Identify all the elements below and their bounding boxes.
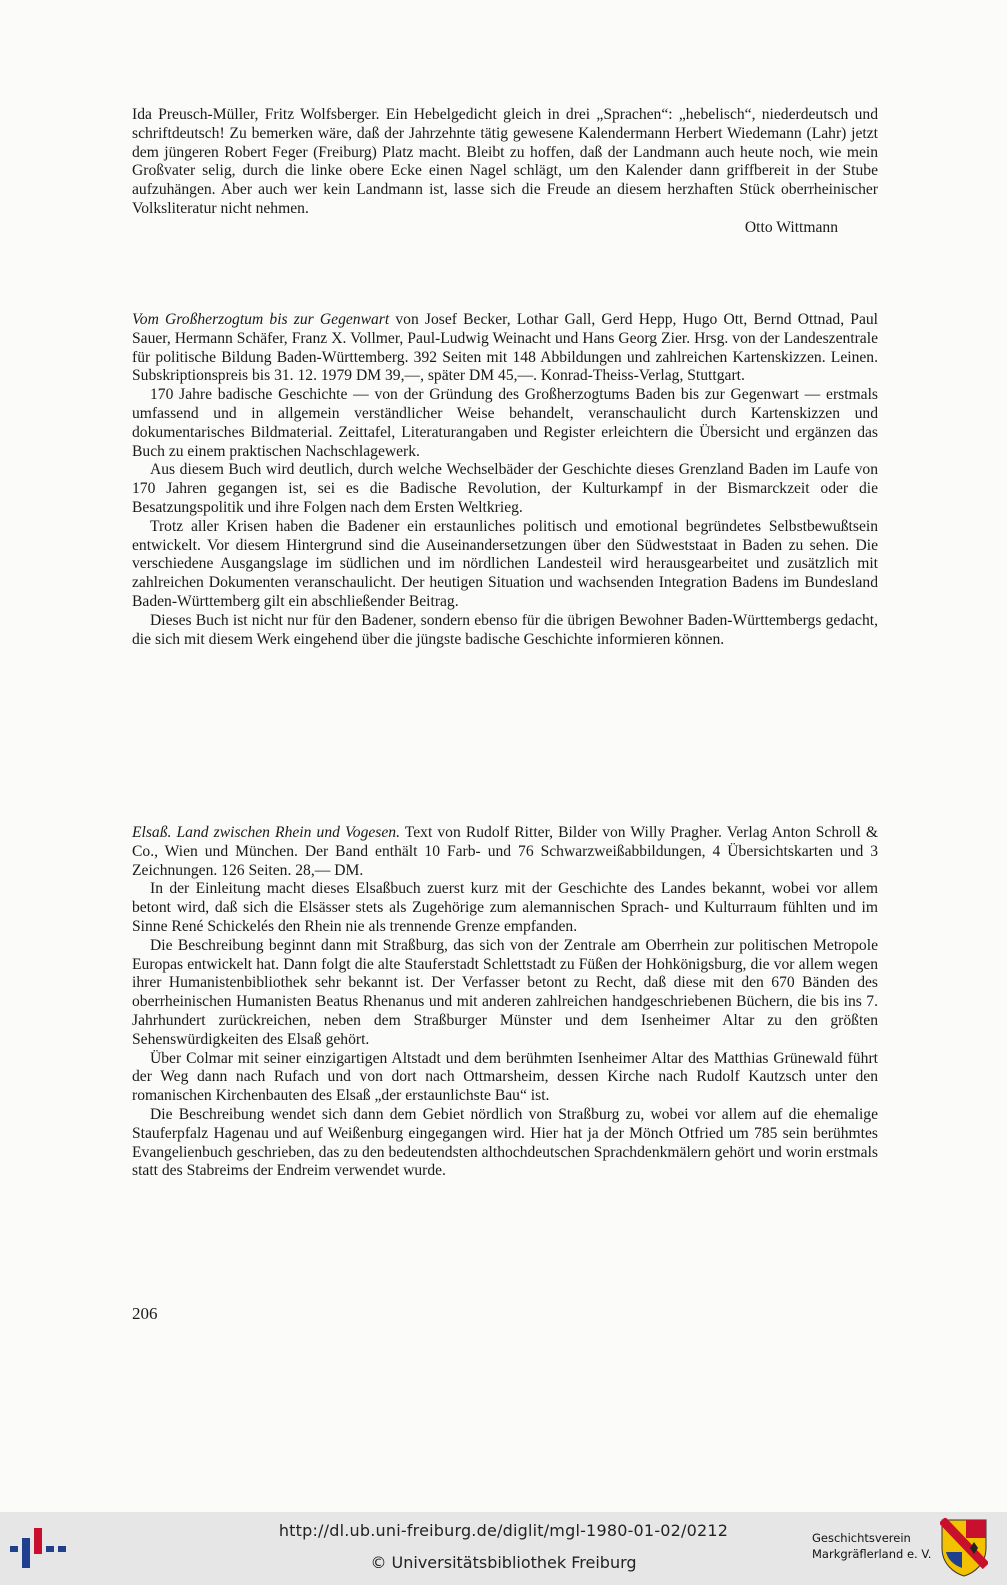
review-elsass [132, 824, 878, 1181]
page-number: 206 [132, 1304, 158, 1323]
society-name [812, 1530, 931, 1562]
copyright-notice: © Universitätsbibliothek Freiburg [370, 1553, 637, 1572]
review-paragraph: Aus diesem Buch wird deutlich, durch welche Wechselbäder der Geschichte dieses Grenzland Baden im Laufe von 170 Jahren gegangen ist, sei es die Badische Revolution, der Kulturkampf in der Bismarckzeit oder die Besatzungspolitik und ihre Folgen nach dem Ersten Weltkrieg. [132, 461, 878, 516]
review-citation [132, 824, 878, 880]
permalink-url[interactable]: http://dl.ub.uni-freiburg.de/diglit/mgl-1980-01-02/0212 [278, 1521, 729, 1540]
review-paragraph: Trotz aller Krisen haben die Badener ein erstaunliches politisch und emotional begründetes Selbstbewußtsein entwickelt. Vor diesem Hintergrund sind die Auseinandersetzungen über den Südweststaat in Baden zu sehen. Die verschiedene Ausgangslage im südlichen und im nördlichen Landesteil wird herausgearbeitet und zusätzlich mit zahlreichen Dokumenten veranschaulicht. Der heutigen Situation und wachsenden Integration Badens im Bundesland Baden-Württemberg gilt ein abschließender Beitrag. [132, 517, 878, 610]
book-details: Text von Rudolf Ritter, Bilder von Willy Pragher. Verlag Anton Schroll & Co., Wien und München. Der Band enthält 10 Farb- und 76 Schwarzweißabbildungen, 4 Übersichtskarten und 3 Zeichnungen. 126 Seiten. 28,— DM. [132, 824, 878, 879]
book-title: Vom Großherzogtum bis zur Gegenwart [132, 311, 390, 328]
review-paragraph: 170 Jahre badische Geschichte — von der Gründung des Großherzogtums Baden bis zur Gegenwart — erstmals umfassend und in allgemein verständlicher Weise behandelt, veranschaulicht durch Kartenskizzen und dokumentarisches Bildmaterial. Zeittafel, Literaturangaben und Register erleichtern die Übersicht und ergänzen das Buch zu einem praktischen Nachschlagewerk. [132, 386, 878, 460]
review-citation [132, 311, 878, 386]
review-paragraph: Dieses Buch ist nicht nur für den Badener, sondern ebenso für die übrigen Bewohner Baden-Württembergs gedacht, die sich mit diesem Werk eingehend über die jüngste badische Geschichte informieren können. [132, 611, 878, 648]
book-title: Elsaß. Land zwischen Rhein und Vogesen. [132, 824, 400, 841]
review-paragraph: Über Colmar mit seiner einzigartigen Altstadt und dem berühmten Isenheimer Altar des Matthias Grünewald führt der Weg dann nach Rufach und von dort nach Ottmarsheim, dessen Kirche nach Rudolf Kautzsch unter den romanischen Kirchenbauten des Elsaß „der erstaunlichste Bau“ ist. [132, 1049, 878, 1105]
society-name-line: Markgräflerland e. V. [812, 1547, 932, 1561]
coat-of-arms-icon [940, 1518, 988, 1578]
review-paragraph: Die Beschreibung wendet sich dann dem Gebiet nördlich von Straßburg zu, wobei vor allem auf die ehemalige Stauferpfalz Hagenau und auf Weißenburg eingegangen wird. Hier hat ja der Mönch Otfried um 785 sein berühmtes Evangelienbuch geschrieben, das zu den bedeutendsten althochdeutschen Sprachdenkmälern gehört und worin erstmals statt des Stabreims der Endreim verwendet wurde. [132, 1105, 878, 1180]
review-paragraph: Die Beschreibung beginnt dann mit Straßburg, das sich von der Zentrale am Oberrhein zur politischen Metropole Europas entwickelt hat. Dann folgt die alte Stauferstadt Schlettstadt zu Füßen der Hohkönigsburg, die vor allem wegen ihrer Humanistenbibliothek sehr bekannt ist. Der Verfasser betont zu Recht, daß diese mit den 670 Bänden des oberrheinischen Humanisten Beatus Rhenanus und mit anderen zahlreichen handgeschriebenen Büchern, die bis ins 7. Jahrhundert zurückreichen, neben dem Straßburger Münster und dem Isenheimer Altar zu den größten Sehenswürdigkeiten des Elsaß gehört. [132, 936, 878, 1048]
review-wiedemann-kalender [132, 106, 878, 238]
reviewer-signature: Otto Wittmann [744, 218, 838, 236]
society-name-line: Geschichtsverein [812, 1531, 911, 1545]
review-grossherzogtum [132, 311, 878, 649]
review-body: Ida Preusch-Müller, Fritz Wolfsberger. Ein Hebelgedicht gleich in drei „Sprachen“: „hebelisch“, niederdeutsch und schriftdeutsch! Zu bemerken wäre, daß der Jahrzehnte tätig gewesene Kalendermann Herbert Wiedemann (Lahr) jetzt dem jüngeren Robert Feger (Freiburg) Platz macht. Bleibt zu hoffen, daß der Landmann auch heute noch, wie mein Großvater selig, durch die linke obere Ecke einen Nagel schlägt, um den Kalender dann griffbereit in der Stube aufzuhängen. Aber auch wer kein Landmann ist, lasse sich die Freude an diesem herzhaften Stück oberrheinischer Volksliteratur nicht nehmen. [132, 106, 878, 217]
review-paragraph: In der Einleitung macht dieses Elsaßbuch zuerst kurz mit der Geschichte des Landes bekannt, wobei vor allem betont wird, daß sich die Elsässer stets als Zugehörige zum alemannischen Sprach- und Kulturraum fühlten und im Sinne René Schickelés den Rhein nie als trennende Grenze empfanden. [132, 880, 878, 935]
viewer-footer [0, 1512, 1007, 1585]
book-details: von Josef Becker, Lothar Gall, Gerd Hepp, Hugo Ott, Bernd Ottnad, Paul Sauer, Hermann Schäfer, Franz X. Vollmer, Paul-Ludwig Weinacht und Hans Georg Zier. Hrsg. von der Landeszentrale für politische Bildung Baden-Württemberg. 392 Seiten mit 148 Abbildungen und zahlreichen Kartenskizzen. Leinen. Subskriptionspreis bis 31. 12. 1979 DM 39,—, später DM 45,—. Konrad-Theiss-Verlag, Stuttgart. [132, 311, 878, 385]
